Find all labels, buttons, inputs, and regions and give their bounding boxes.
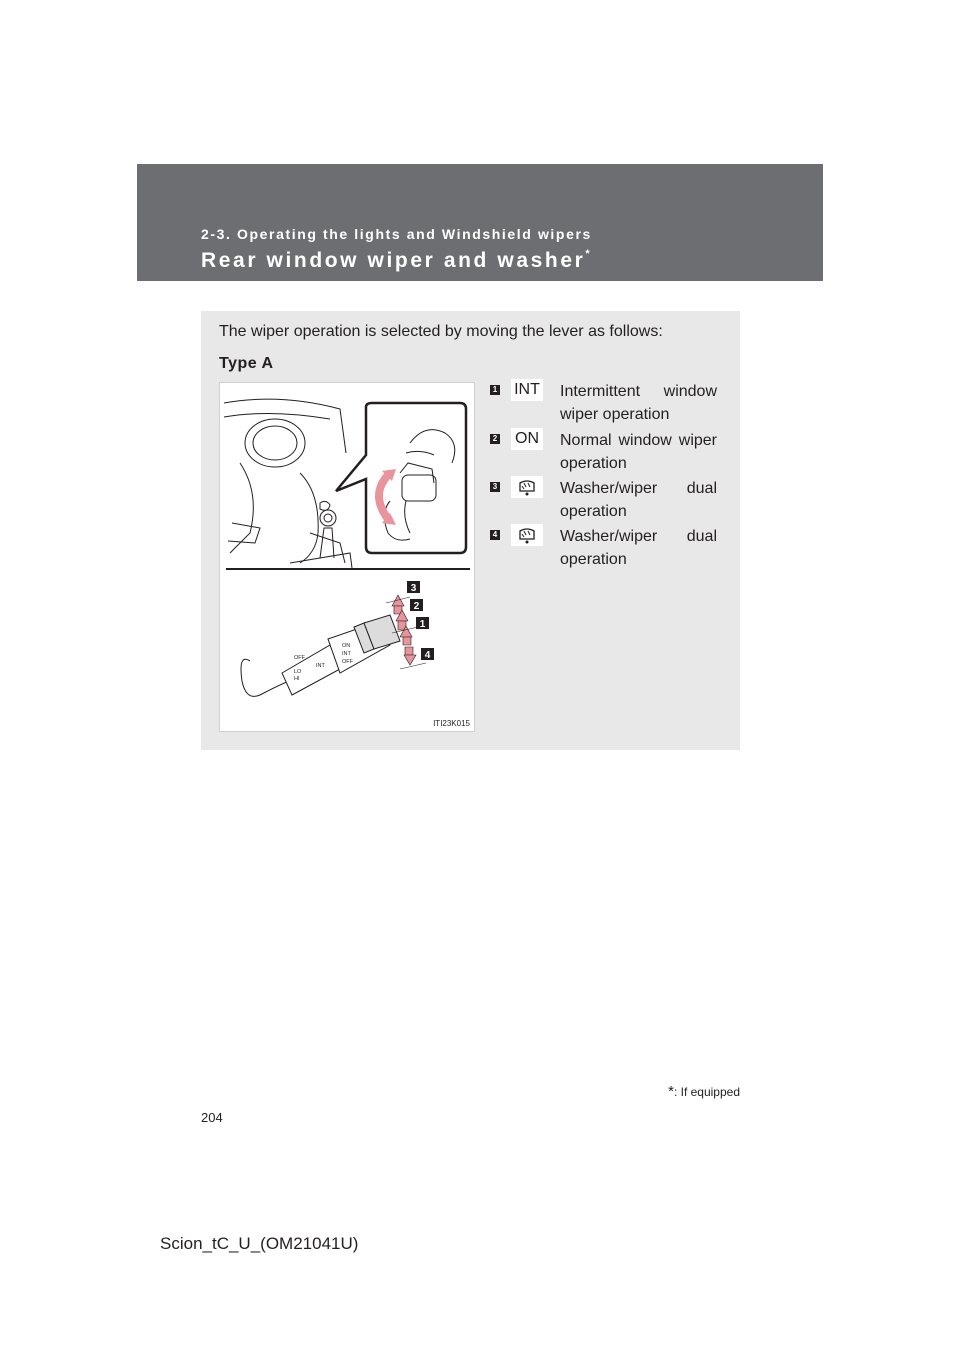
item-description — [560, 525, 717, 571]
page-title — [201, 248, 590, 273]
lever-sketch — [241, 615, 400, 696]
item-number: 4 — [490, 530, 500, 540]
switch-position-on: ON — [511, 428, 543, 450]
svg-text:OFF: OFF — [294, 655, 305, 661]
svg-text:INT: INT — [316, 663, 325, 669]
switch-position-washer — [511, 476, 543, 498]
lever-illustration-drawing — [220, 383, 476, 733]
item-description — [560, 380, 717, 426]
item-number: 2 — [490, 434, 500, 444]
figure-id: ITI23K015 — [433, 719, 470, 728]
washer-icon — [518, 478, 536, 496]
item-description-line-2: operation — [560, 503, 627, 520]
intro-text: The wiper operation is selected by moving the lever as follows: — [219, 323, 663, 340]
dashboard-sketch — [224, 399, 352, 568]
document-id: Scion_tC_U_(OM21041U) — [160, 1234, 359, 1253]
item-description-line-1: Washer/wiper dual — [560, 528, 717, 545]
svg-text:2: 2 — [413, 601, 420, 612]
item-description — [560, 477, 717, 523]
lever-illustration — [219, 382, 475, 732]
item-description-line-2: operation — [560, 551, 627, 568]
switch-position-int: INT — [511, 379, 543, 401]
footnote — [668, 1083, 740, 1100]
svg-text:HI: HI — [294, 676, 300, 682]
svg-text:ON: ON — [342, 643, 351, 649]
svg-text:OFF: OFF — [342, 659, 353, 665]
page-title-text: Rear window wiper and washer — [201, 249, 586, 272]
page-number: 204 — [201, 1110, 223, 1125]
svg-text:3: 3 — [410, 583, 417, 594]
footnote-text: : If equipped — [673, 1085, 740, 1099]
svg-text:INT: INT — [342, 651, 351, 657]
equipped-mark: * — [585, 248, 590, 260]
washer-icon — [518, 526, 536, 544]
svg-text:LO: LO — [294, 669, 302, 675]
item-description-line-1: Intermittent window — [560, 383, 717, 400]
svg-text:4: 4 — [424, 650, 431, 661]
item-description-line-2: wiper operation — [560, 406, 670, 423]
type-label: Type A — [219, 355, 274, 372]
item-number: 1 — [490, 385, 500, 395]
item-description-line-2: operation — [560, 455, 627, 472]
item-description-line-1: Normal window wiper — [560, 432, 717, 449]
section-label: 2-3. Operating the lights and Windshield wipers — [201, 226, 592, 242]
item-description-line-1: Washer/wiper dual — [560, 480, 717, 497]
item-description — [560, 429, 717, 475]
item-number: 3 — [490, 482, 500, 492]
zoom-callout — [336, 403, 466, 553]
switch-position-washer — [511, 524, 543, 546]
svg-text:1: 1 — [419, 619, 426, 630]
equipped-mark: * — [668, 1083, 674, 1100]
